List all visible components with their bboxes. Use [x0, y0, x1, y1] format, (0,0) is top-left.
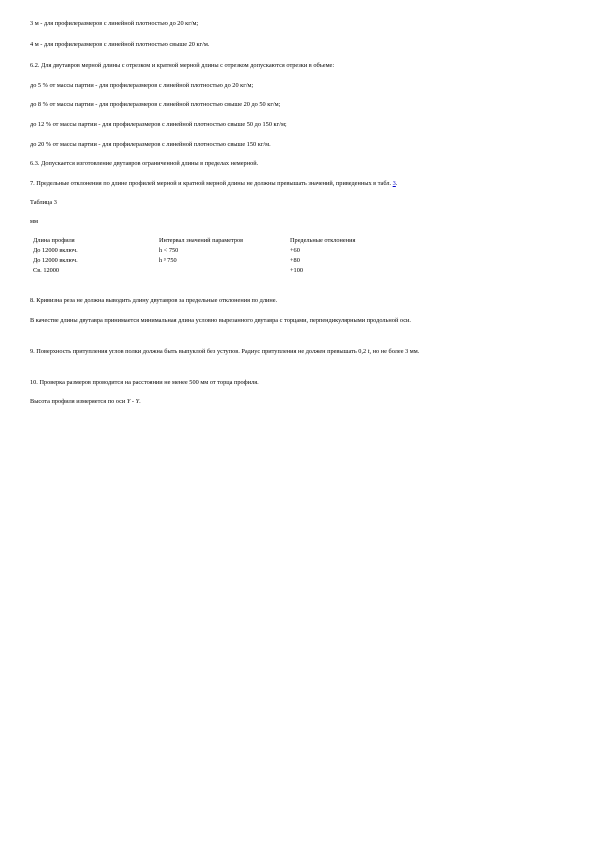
paragraph-7-end: .	[395, 180, 398, 187]
paragraph-12-percent: до 12 % от массы партии - для профилеразмеров с линейной плотностью свыше 50 до 150 кг/м;	[30, 121, 287, 128]
paragraph-7-text: 7. Предельные отклонения по длине профилей мерной и кратной мерной длины не должны превышать значений, приведенных в табл.	[30, 180, 393, 187]
table-cell: +60	[290, 247, 300, 254]
table-cell: До 12000 включ.	[33, 247, 78, 254]
table-cell: h ³ 750	[159, 257, 177, 264]
table-header-interval: Интервал значений параметров	[159, 237, 244, 244]
table-header-tolerance: Предельные отклонения	[290, 237, 356, 244]
table-cell: h < 750	[159, 247, 179, 254]
paragraph-7	[30, 180, 397, 188]
table-row	[30, 266, 403, 276]
table-cell: Св. 12000	[33, 267, 60, 274]
table-row	[30, 256, 403, 266]
paragraph-6-3: 6.3. Допускается изготовление двутавров ограниченной длины в пределах немерной.	[30, 160, 259, 167]
paragraph-8-percent: до 8 % от массы партии - для профилеразмеров с линейной плотностью свыше 20 до 50 кг/м;	[30, 101, 281, 108]
paragraph-9-end: , но не более 3 мм.	[369, 348, 420, 355]
table-header-length: Длина профиля	[33, 237, 75, 244]
table-cell: +80	[290, 257, 300, 264]
table-cell	[156, 266, 287, 276]
paragraph-20-percent: до 20 % от массы партии - для профилеразмеров с линейной плотностью свыше 150 кг/м.	[30, 141, 271, 148]
paragraph-height-text: Высота профиля измеряется по оси	[30, 398, 127, 405]
paragraph-height-axis	[30, 398, 141, 406]
paragraph-length-4m: 4 м - для профилеразмеров с линейной плотностью свыше 20 кг/м.	[30, 41, 210, 48]
thickness-symbol: t	[367, 348, 370, 355]
paragraph-9-text: 9. Поверхность притупления углов полки должна быть выпуклой без уступов. Радиус притупления не должен превышать 0,2	[30, 348, 368, 355]
table-header-row	[30, 236, 403, 246]
paragraph-5-percent: до 5 % от массы партии - для профилеразмеров с линейной плотностью до 20 кг/м;	[30, 82, 254, 89]
paragraph-6-2: 6.2. Для двутавров мерной длины с отрезком и кратной мерной длины с отрезком допускаются отрезки в объеме:	[30, 62, 335, 69]
paragraph-8: 8. Кривизна реза не должна выводить длину двутавров за предельные отклонения по длине.	[30, 297, 278, 304]
paragraph-9	[30, 348, 565, 356]
paragraph-10: 10. Проверка размеров проводится на расстоянии не менее 500 мм от торца профиля.	[30, 379, 259, 386]
table-unit: мм	[30, 218, 38, 225]
table-cell: До 12000 включ.	[33, 257, 78, 264]
axis-label: Y - Y	[126, 398, 140, 405]
table-cell: +100	[290, 267, 303, 274]
paragraph-length-definition: В качестве длины двутавра принимается минимальная длина условно вырезанного двутавра с торцами, перпендикулярными продольной оси.	[30, 317, 411, 324]
table-caption: Таблица 3	[30, 199, 57, 206]
paragraph-height-end: .	[139, 398, 141, 405]
table-row	[30, 246, 403, 256]
table-3-link[interactable]: 3	[392, 180, 396, 187]
tolerance-table	[30, 236, 403, 276]
paragraph-length-3m: 3 м - для профилеразмеров с линейной плотностью до 20 кг/м;	[30, 20, 199, 27]
